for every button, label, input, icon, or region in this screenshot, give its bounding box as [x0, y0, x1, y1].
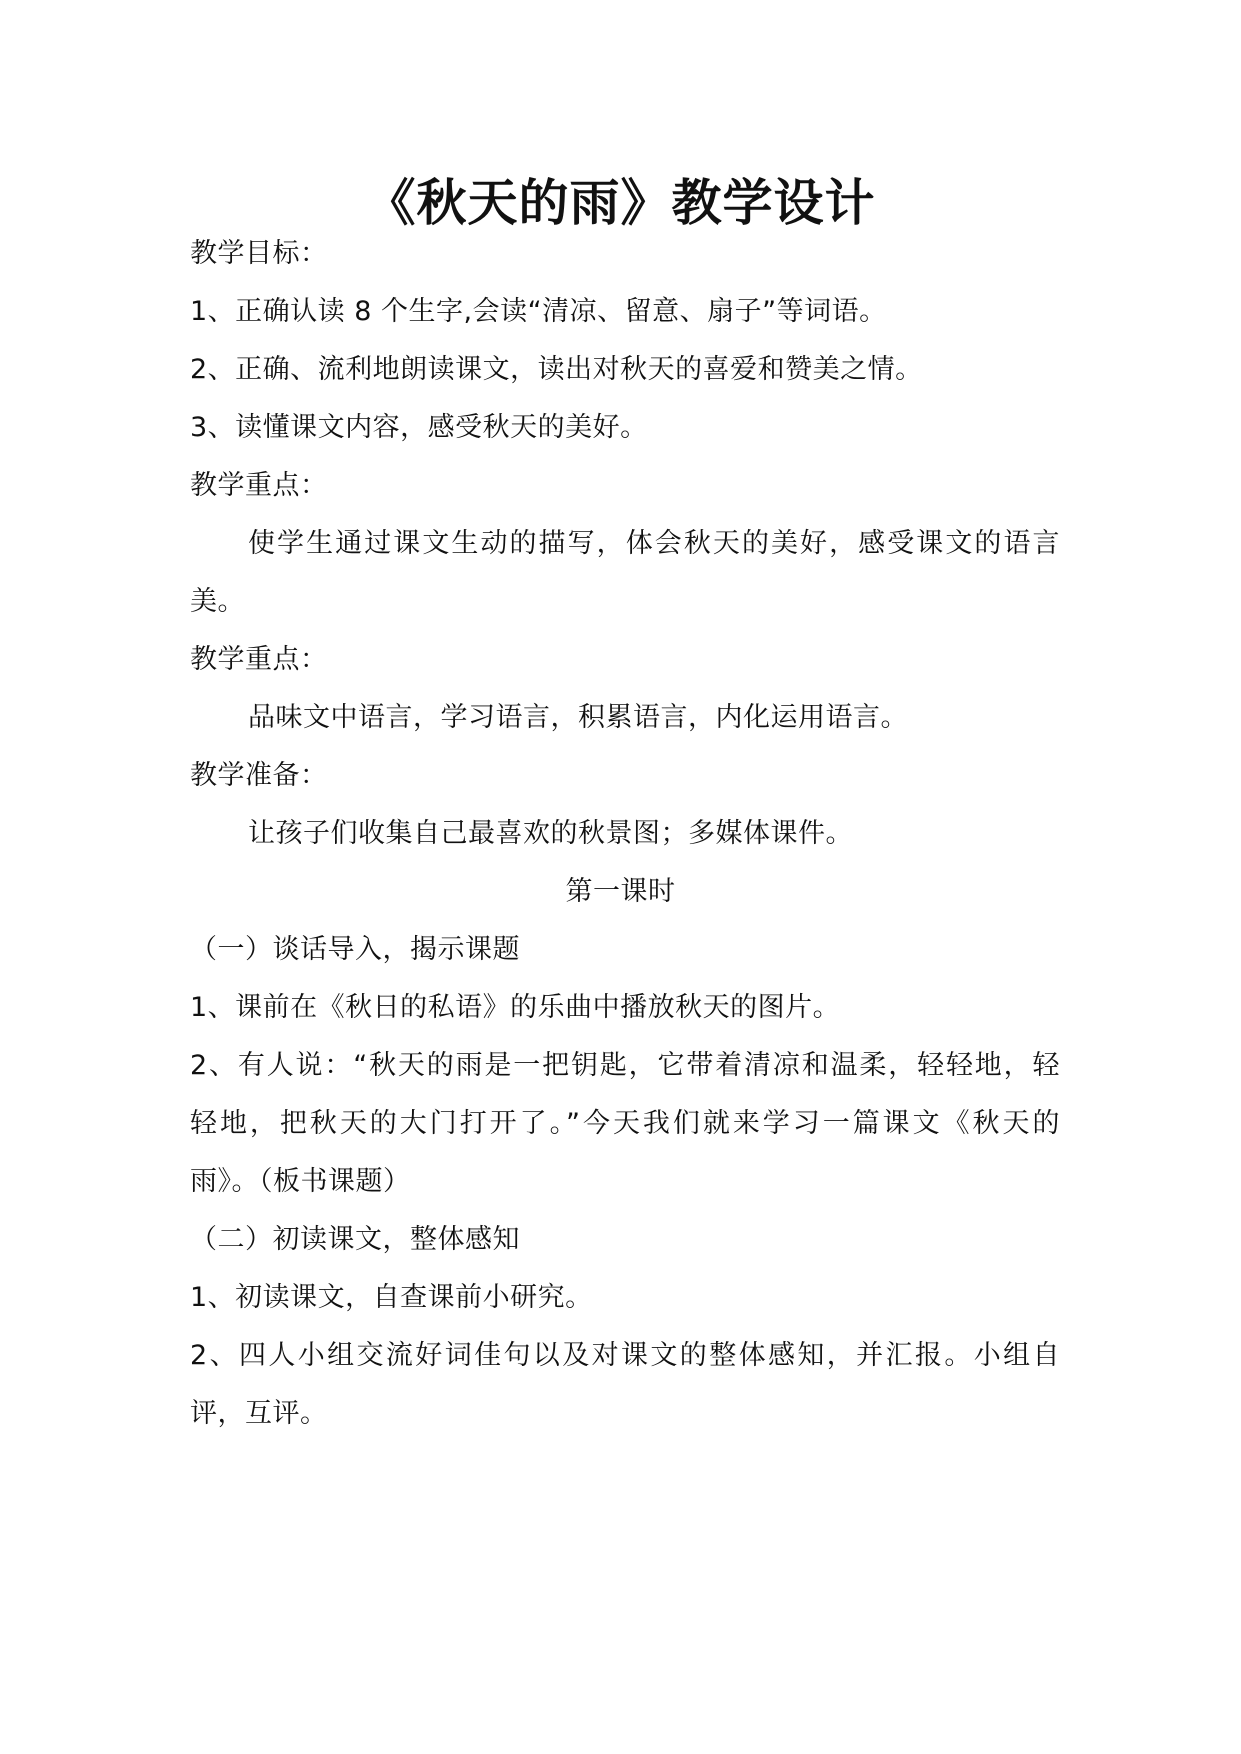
key-points-text: 使学生通过课文生动的描写，体会秋天的美好，感受课文的语言	[248, 528, 1060, 559]
objective-item: 3、读懂课文内容，感受秋天的美好。	[190, 412, 648, 443]
objective-item: 2、正确、流利地朗读课文，读出对秋天的喜爱和赞美之情。	[190, 354, 923, 385]
preparation-text: 让孩子们收集自己最喜欢的秋景图；多媒体课件。	[248, 818, 853, 849]
key-points-2-text: 品味文中语言，学习语言，积累语言，内化运用语言。	[248, 702, 908, 733]
section-2-item-1: 1、初读课文，自查课前小研究。	[190, 1282, 593, 1313]
key-points-text-cont: 美。	[190, 586, 245, 617]
objectives-heading: 教学目标：	[190, 238, 328, 269]
section-1-item-2: 2、有人说：“秋天的雨是一把钥匙，它带着清凉和温柔，轻轻地，轻	[190, 1050, 1060, 1081]
lesson-title: 第一课时	[565, 876, 676, 907]
key-points-heading: 教学重点：	[190, 470, 328, 501]
section-2-item-2-cont: 评，互评。	[190, 1398, 328, 1429]
section-2-item-2: 2、四人小组交流好词佳句以及对课文的整体感知，并汇报。小组自	[190, 1340, 1060, 1371]
section-1-heading: （一）谈话导入，揭示课题	[190, 934, 520, 965]
section-1-item-2-end: 雨》。（板书课题）	[190, 1166, 411, 1197]
key-points-2-heading: 教学重点：	[190, 644, 328, 675]
section-2-heading: （二）初读课文，整体感知	[190, 1224, 520, 1255]
preparation-heading: 教学准备：	[190, 760, 328, 791]
section-1-item-2-cont: 轻地，把秋天的大门打开了。”今天我们就来学习一篇课文《秋天的	[190, 1108, 1060, 1139]
objective-item: 1、正确认读 8 个生字,会读“清凉、留意、扇子”等词语。	[190, 296, 887, 327]
section-1-item-1: 1、课前在《秋日的私语》的乐曲中播放秋天的图片。	[190, 992, 841, 1023]
document-title: 《秋天的雨》教学设计	[365, 173, 876, 232]
